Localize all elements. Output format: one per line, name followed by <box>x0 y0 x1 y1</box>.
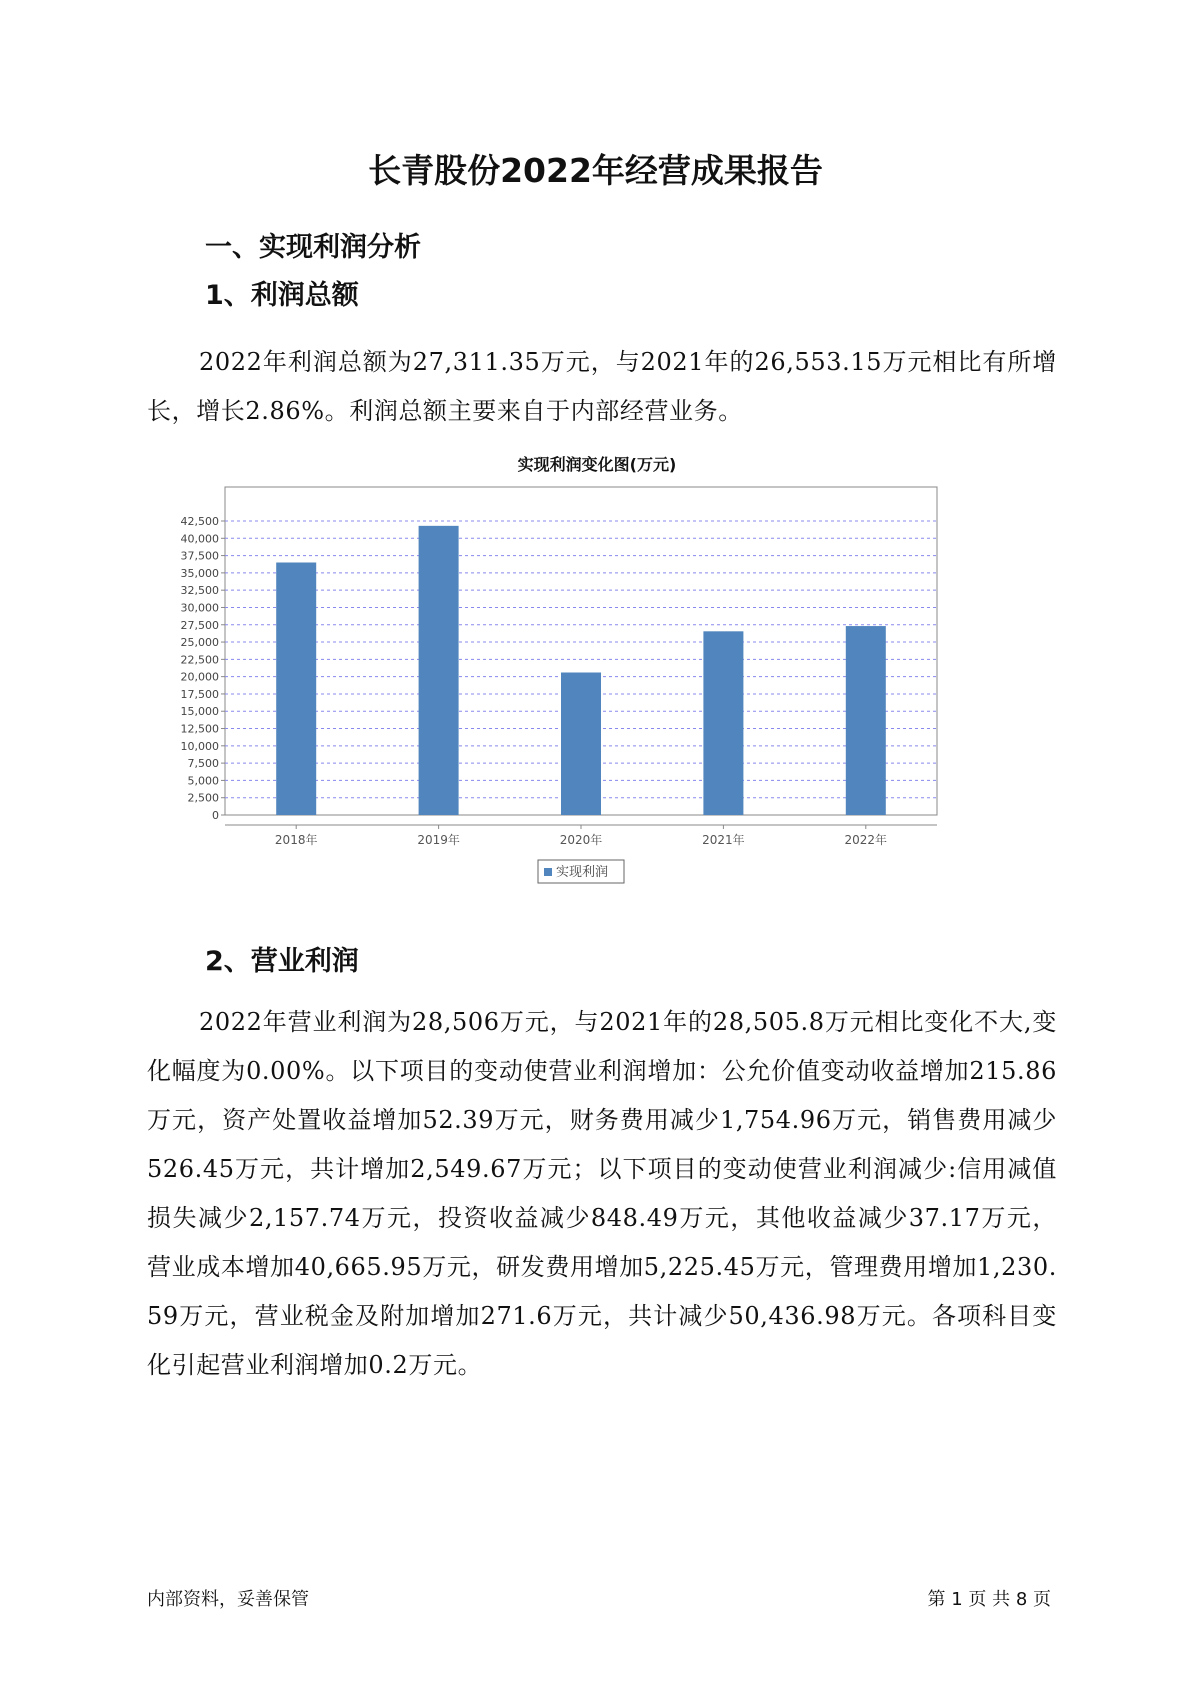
y-tick-label: 42,500 <box>180 515 219 528</box>
y-tick-label: 7,500 <box>187 757 219 771</box>
bar-chart-svg <box>147 452 1047 917</box>
profit-chart <box>147 452 1047 917</box>
y-tick-label: 40,000 <box>180 532 219 546</box>
y-tick-label: 27,500 <box>180 618 219 632</box>
y-tick-label: 17,500 <box>180 687 219 701</box>
y-tick-label: 5,000 <box>187 774 219 788</box>
y-tick-label: 35,000 <box>180 566 219 580</box>
page-title: 长青股份2022年经营成果报告 <box>368 151 823 190</box>
y-tick-label: 37,500 <box>180 549 219 563</box>
footer-confidential-note: 内部资料，妥善保管 <box>147 1589 309 1610</box>
x-tick-label: 2018年 <box>274 833 318 847</box>
bar-2018年 <box>276 563 316 815</box>
paragraph-operating-profit: 2022年营业利润为28,506万元，与2021年的28,505.8万元相比变化不大,变化幅度为0.00%。以下项目的变动使营业利润增加：公允价值变动收益增加215.86万元，资产处置收益增加52.39万元，财务费用减少1,754.96万元，销售费用减少526.45万元，共计增加2,549.67万元；以下项目的变动使营业利润减少:信用减值损失减少2,157.74万元，投资收益减少848.49万元，其他收益减少37.17万元，营业成本增加40,665.95万元，研发费用增加5,225.45万元，管理费用增加1,230.59万元，营业税金及附加增加271.6万元，共计减少50,436.98万元。各项科目变化引起营业利润增加0.2万元。 <box>147 1008 1057 1379</box>
y-tick-label: 32,500 <box>180 584 219 598</box>
y-tick-label: 0 <box>212 809 219 822</box>
y-tick-label: 25,000 <box>180 636 219 650</box>
y-tick-label: 30,000 <box>180 601 219 615</box>
x-tick-label: 2022年 <box>844 833 888 847</box>
y-tick-label: 2,500 <box>187 791 219 805</box>
y-tick-label: 15,000 <box>180 705 219 719</box>
chart-title: 实现利润变化图(万元) <box>517 455 677 474</box>
legend-swatch <box>544 868 552 876</box>
subheading-total-profit: 1、利润总额 <box>205 280 359 311</box>
x-tick-label: 2020年 <box>559 833 603 847</box>
y-tick-label: 12,500 <box>180 722 219 736</box>
bar-2021年 <box>703 631 743 815</box>
x-tick-label: 2019年 <box>417 833 460 847</box>
footer-page-number: 第 1 页 共 8 页 <box>927 1589 1051 1610</box>
legend-label: 实现利润 <box>556 865 609 880</box>
bar-2019年 <box>419 526 459 815</box>
y-tick-label: 10,000 <box>180 739 219 753</box>
paragraph-total-profit: 2022年利润总额为27,311.35万元，与2021年的26,553.15万元相比有所增长，增长2.86%。利润总额主要来自于内部经营业务。 <box>147 348 1057 425</box>
section-heading-profit-analysis: 一、实现利润分析 <box>205 232 421 263</box>
y-tick-label: 22,500 <box>180 653 219 667</box>
y-tick-label: 20,000 <box>180 670 219 684</box>
bar-2020年 <box>561 672 601 815</box>
subheading-operating-profit: 2、营业利润 <box>205 946 359 977</box>
x-tick-label: 2021年 <box>702 833 745 847</box>
bar-2022年 <box>846 626 886 815</box>
